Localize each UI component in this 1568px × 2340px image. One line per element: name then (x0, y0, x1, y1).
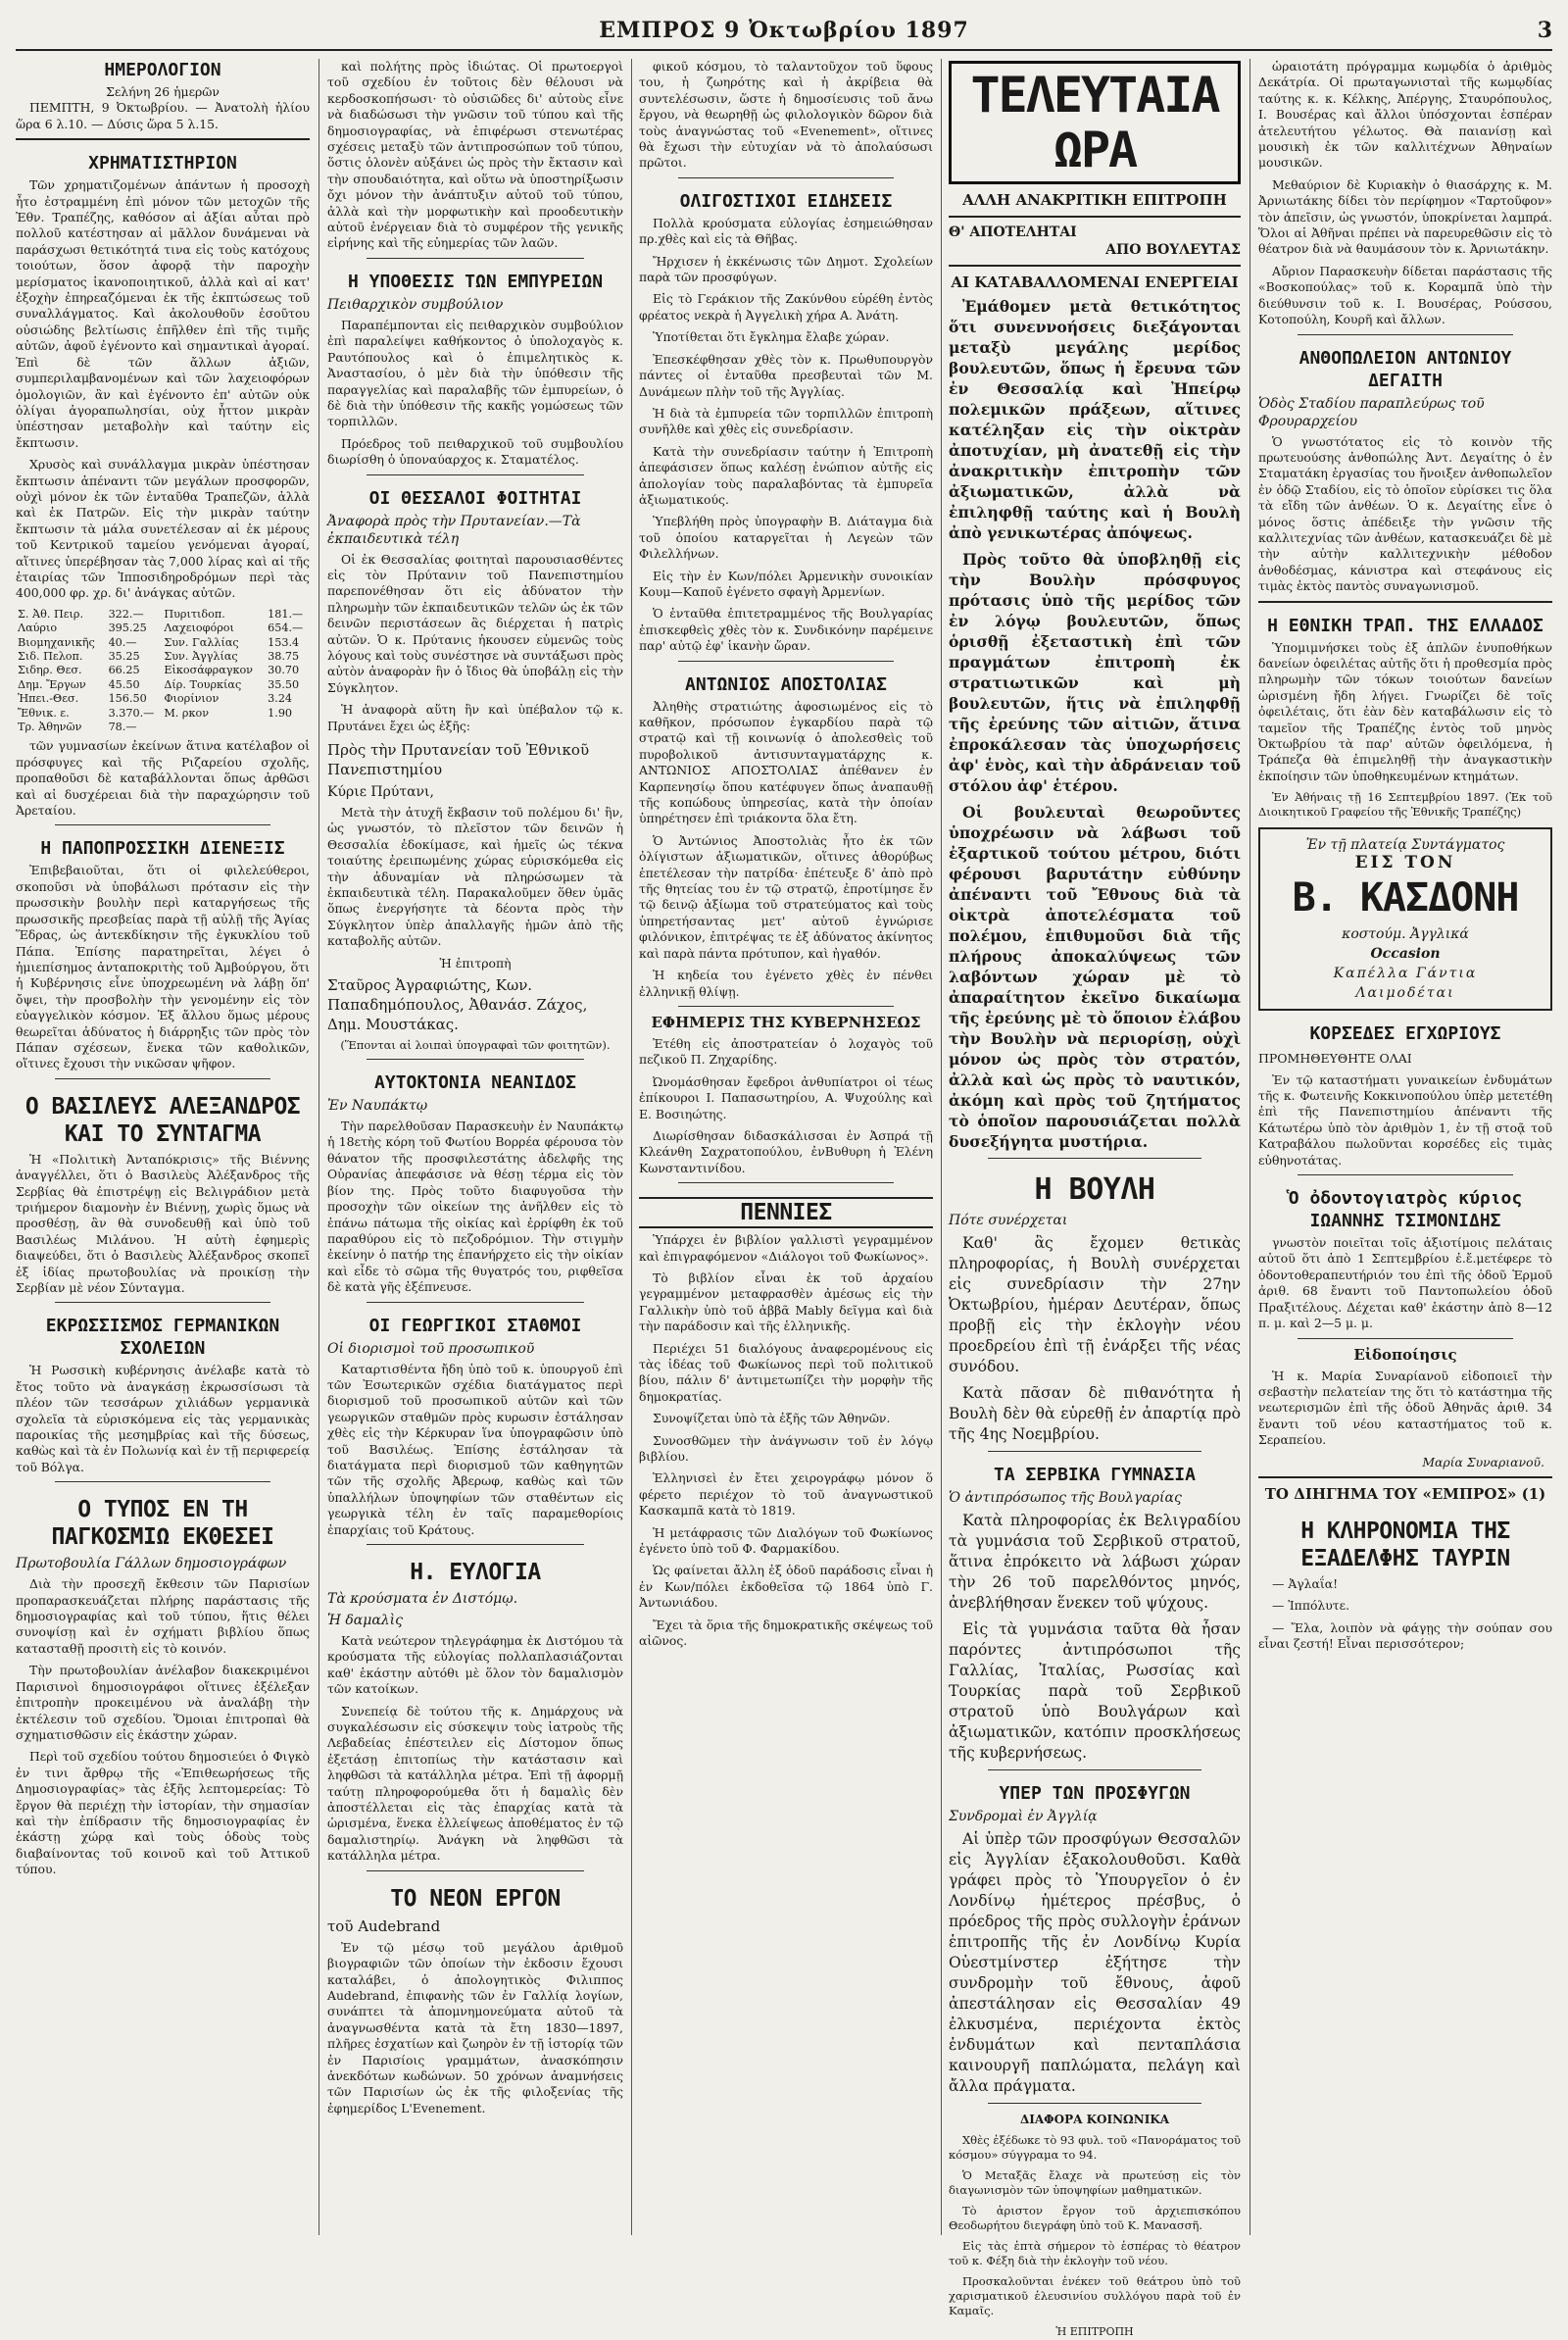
list-item: Συνοσθῶμεν τὴν ἀνάγνωσιν τοῦ ἐν λόγῳ βιβλίου. (639, 1432, 933, 1465)
list-item: Ἤρχισεν ἡ ἐκκένωσις τῶν Δημοτ. Σχολείων παρὰ τῶν προσφύγων. (639, 253, 933, 285)
article-text: Τὴν παρελθοῦσαν Παρασκευὴν ἐν Ναυπάκτῳ ἡ 18ετὴς κόρη τοῦ Φωτίου Βορρέα φέρουσα τὸν θάνατον τῆς προσφιλεστάτης ἀδελφῆς της Οὐρανίας ἀπεφάσισε νὰ θέσῃ τέρμα εἰς τὸν βίον της. Πρὸς τοῦτο διαφυγοῦσα τὴν προσοχὴν τῶν οἰκείων της ἀνῆλθεν εἰς τὸ ἐπάνω πάτωμα τῆς οἰκίας καὶ ἐρρίφθη ἐκ τοῦ παραθύρου εἰς τὸ πεζοδρόμιον. Τὴν στιγμὴν ἐκείνην ὁ πατήρ της ἐπανήρχετο εἰς τὴν οἰκίαν καὶ εἶδε τὸ σῶμα τῆς θυγατρός του, ριφθεῖσα δὲ κατὰ γῆς ἐξέπνευσε. (327, 1119, 623, 1295)
advert-box-kasdoni (1258, 827, 1552, 1010)
divider (949, 265, 1241, 267)
article-text: Οἱ ἐκ Θεσσαλίας φοιτηταὶ παρουσιασθέντες εἰς τὸν Πρύτανιν τοῦ Πανεπιστημίου παρεπονέθησαν ὅτι εἰς ἀδύνατον τὴν πληρωμὴν τῶν ἐκπαιδευτικῶν τελῶν ὡς ἐκ τῶν δεινῶν περιστάσεων ἃς διέρχεται ἡ πατρὶς αὐτῶν. Ὁ κ. Πρύτανις ἠκουσεν εὐμενῶς τοὺς λόγους καὶ τοὺς συνέστησε νὰ συντάξωσι πρὸς αὐτὸν ἀναφορὰν ἣν ὁ ἴδιος θὰ ὑποβάλῃ εἰς τὴν Σύγκλητον. (327, 551, 623, 695)
list-item: Προσκαλοῦνται ἐνέκεν τοῦ θεάτρου ὑπὸ τοῦ χαρισματικοῦ ἐλευσινίου συλλόγου παρὰ τοῦ ἐν Καμαῖς. (949, 2274, 1241, 2317)
list-item: Ἡ μετάφρασις τῶν Διαλόγων τοῦ Φωκίωνος ἐγένετο ὑπὸ τοῦ Φ. Φαρμακίδου. (639, 1524, 933, 1557)
article-subheading: Συνδρομαὶ ἐν Ἀγγλίᾳ (949, 1809, 1098, 1824)
article-text: Ἐν τῷ μέσῳ τοῦ μεγάλου ἀριθμοῦ βιογραφιῶν τῶν ὁποίων τὴν ἐκδοσιν ἔχουσι καταλάβει, ὁ ἀπολογητικὸς Φιλιππος Audebrand, ἐπιφανὴς τῶν ἐν Γαλλίᾳ λογίων, συνάπτει τὰ ἀπομνημονεύματα αὐτοῦ τὰ ἀναγνωσθέντα κατὰ τὰ ἔτη 1830—1897, πλῆρες ἐσχατίων καὶ ζωηρὸν ἐν τῇ ἱστορίᾳ τῶν ἐν Παρισίοις γραμμάτων, ἀνασκόπησιν ἀνεκδότων κωδώνων. 50 χρόνων ἀναμνήσεις τῶν Παρισίων ὡς ἐκ τῆς φιλοξενίας τῆς ἐφημερίδος L'Evenement. (327, 1939, 623, 2116)
list-item: Ἡ διὰ τὰ ἐμπυρεία τῶν τορπιλλῶν ἐπιτροπὴ συνῆλθε καὶ χθὲς εἰς συνεδρίασιν. (639, 405, 933, 437)
list-item: Ὁ Μεταξᾶς ἔλαχε νὰ πρωτεύσῃ εἰς τὸν διαγωνισμὸν τῶν ὑποψηφίων μαθηματικῶν. (949, 2168, 1241, 2197)
article-text: Ἡ Ρωσσικὴ κυβέρνησις ἀνέλαβε κατὰ τὸ ἔτος τοῦτο νὰ ἀναγκάσῃ ἐκρωσσίσωσι τὰ πλέον τῶν τεσσάρων χιλιάδων γερμανικὰ σχολεῖα τὰ εὑρισκόμενα εἰς τὰς γερμανικὰς παροικίας τῆς μεσημβρίας καὶ τῆς δύσεως, καθὼς καὶ τὰ ἐν Πολωνίᾳ καὶ ἐν τῇ περιφερείᾳ τοῦ Βόλγα. (16, 1363, 310, 1474)
signature-names: Σταῦρος Ἀγραφιώτης, Κων. Παπαδημόπουλος, Ἀθανάσ. Ζάχος, Δημ. Μουστάκας. (327, 976, 588, 1034)
market-table (16, 608, 310, 735)
advert-heading: ΑΝΘΟΠΩΛΕΙΟΝ ΑΝΤΩΝΙΟΥ ΔΕΓΑΙΤΗ (1298, 347, 1512, 391)
article-text: Κατὰ πληροφορίας ἐκ Βελιγραδίου τὰ γυμνάσια τοῦ Σερβικοῦ στρατοῦ, ἅτινα ἐπρόκειτο νὰ λάβωσι χώραν τὴν 26 τοῦ παρελθόντος μηνός, ἀνεβλήθησαν ἕνεκεν τοῦ ψύχους. (949, 1512, 1241, 1612)
divider (988, 1451, 1201, 1452)
article-text: Κατὰ πᾶσαν δὲ πιθανότητα ἡ Βουλὴ δὲν θὰ εὑρεθῇ ἐν ἀπαρτίᾳ πρὸ τῆς 4ης Νοεμβρίου. (949, 1384, 1241, 1443)
article-text: Οἱ βουλευταὶ θεωροῦντες ὑποχρέωσιν νὰ λάβωσι τοῦ ἐξαρτικοῦ τούτου μέτρου, διότι φέρουσι βαρυτάτην εὐθύνην ἀπέναντι τοῦ Ἔθνους διὰ τὰ οἰκτρὰ ἀποτελέσματα τοῦ πολέμου, ἐπιθυμοῦσι διὰ τῆς πλήρους ἀποκαλύψεως τῶν λαβόντων χώραν μὲ τὸ ἀπαραίτητον ἐκεῖνο δικαίωμα τῆς ἐρεύνης μὲ τὸ ὅποιον ἐλάβου τὴν Βουλὴν νὰ περιορίσῃ, οὐχὶ μόνον ὡς πρὸς τὸν στρατόν, ἀλλὰ καὶ ὡς πρὸς τὸ ναυτικόν, ἀκόμη καὶ πρὸς τοῦ ζητήματος τὸ ὁποῖον παρουσιάζεται πολλὰ δυσεξήγητα μυστήρια. (949, 803, 1241, 1151)
article-heading: Η. ΕΥΛΟΓΙΑ (410, 1560, 541, 1585)
novel-title: Η ΚΛΗΡΟΝΟΜΙΑ ΤΗΣ ΕΞΑΔΕΛΦΗΣ ΤΑΥΡΙΝ (1300, 1518, 1510, 1571)
article-text: Ἡ ἀναφορὰ αὕτη ἣν καὶ ὑπέβαλον τῷ κ. Πρυτάνει ἔχει ὡς ἑξῆς: (327, 702, 623, 733)
advert-signature: Μαρία Συναριανοῦ. (1422, 1454, 1544, 1469)
page-number: 3 (1537, 18, 1552, 43)
advert-subheading: ΠΡΟΜΗΘΕΥΘΗΤΕ ΟΛΑΙ (1258, 1050, 1412, 1066)
quote-title: Πρὸς τὴν Πρυτανείαν τοῦ Ἐθνικοῦ Πανεπιστημίου (327, 741, 590, 778)
divider (988, 1769, 1201, 1770)
column-rule (318, 59, 319, 2235)
latest-hour-heading: ΤΕΛΕΥΤΑΙΑ ΩΡΑ (949, 61, 1241, 184)
article-heading: Η ΥΠΟΘΕΣΙΣ ΤΩΝ ΕΜΠΥΡΕΙΩΝ (347, 271, 604, 292)
article-subheading: Πειθαρχικὸν συμβούλιον (327, 296, 504, 313)
masthead (16, 14, 1552, 51)
advert-text: Ὑπομιμνήσκει τοὺς ἐξ ἁπλῶν ἐνυποθήκων δανείων ὀφειλέτας αὐτῆς ὅτι ἡ προθεσμία πρὸς πληρωμὴν τῶν τόκων τοιούτων δανείων ὡρισμένη ἤδη λήγει. Γνωρίζει δὲ τοῖς ὀφειλέταις, ὅτι ἐὰν δὲν καταβάλωσιν εἰς τὸ ταμεῖον τῆς Τραπέζης ἐντὸς τοῦ μηνὸς Ὀκτωβρίου τὰ παρ' αὐτῶν ὀφειλόμενα, ἡ Τράπεζα θὰ ἐπιμεληθῇ τὴν ἀναγκαστικὴν ἐκποίησιν τῶν ὑποθηκευμένων κτημάτων. (1258, 639, 1552, 783)
divider (367, 258, 584, 259)
article-heading: ΕΦΗΜΕΡΙΣ ΤΗΣ ΚΥΒΕΡΝΗΣΕΩΣ (651, 1013, 921, 1031)
divider (678, 1182, 894, 1183)
article-text: Διὰ τὴν προσεχῆ ἔκθεσιν τῶν Παρισίων προπαρασκευάζεται πλήρης παράστασις τῆς δημοσιογραφίας καὶ τοῦ τύπου, ἥτις θέλει συνοψίσῃ καὶ ἐν σχήματι βιβλίου ὅπως κατασταθῇ προσιτὴ εἰς τὸ κοινόν. (16, 1576, 310, 1656)
table-row: Ἔθνικ. ε. 3.370.— Μ. ρκον 1.90 (18, 706, 293, 720)
exchange-text: τῶν γυμνασίων ἐκείνων ἅτινα κατέλαβον οἱ πρόσφυγες καὶ τῆς Ριζαρείου σχολῆς, προπαθοῦσι δὲ καταβάλλονται ὅπως ἀρθῶσι καὶ αἱ δυσχέρειαι διὰ τὴν παραχώρησιν τοῦ Ἀρεταίου. (16, 738, 310, 819)
article-text: Ἀληθὴς στρατιώτης ἀφοσιωμένος εἰς τὸ καθῆκον, πρόσωπον ἐγκαρδίου παρὰ τῷ στρατῷ καὶ τῇ κοινωνίᾳ ὁ ἀπολεσθεὶς τοῦ πυροβολικοῦ ἀντισυνταγματάρχης κ. ΑΝΤΩΝΙΟΣ ΑΠΟΣΤΟΛΙΑΣ ἀπέθανεν ἐν Καρπενησίῳ ὅπου κατέφυγεν ὅπως ἀναπαυθῇ τῆς κοπώδους ὑπηρεσίας, κατὰ τὴν ὁποίαν ὑπηρέτησεν ἐπὶ τριάκοντα ὅλα ἔτη. (639, 698, 933, 826)
divider (367, 1544, 584, 1545)
article-heading: ΑΛΛΗ ΑΝΑΚΡΙΤΙΚΗ ΕΠΙΤΡΟΠΗ (962, 191, 1227, 209)
article-text: Ὁ Ἀντώνιος Ἀποστολιὰς ἦτο ἐκ τῶν ὀλίγιστων ἀξιωματικῶν, οἵτινες ἀθορύβως ἐπετέλεσαν τὴν πατρίδα· ἐπέτευξε δ' ἀπὸ πρὸ τῆς θητείας του ἐν τῷ στρατῷ, ἐπροτίμησε ἔν τῷ δεινῷ ἀξίωμα τοῦ στρατεύματος καὶ τοὺς ὑπηρετήσαντας μετ' αὐτοῦ ἐγνώρισε φιλόνικον, ἐπιτρέψας τε ἐξ ἀδύνατος ἀκίνητος καὶ παρὰ πάντα πρότυπον, καὶ ἠγαθόν. (639, 832, 933, 961)
article-text: ὡραιοτάτη πρόγραμμα κωμῳδία ὁ ἀριθμὸς Δεκάτρία. Οἱ πρωταγωνισταὶ τῆς κωμῳδίας ταύτης κ. κ. Κέλκης, Ἀπέργης, Σταυρόπουλος, Ι. Βουσέρας καὶ ἄλλοι ὑπόσχονται ἑσπέραν ἀτελευτήτου γέλωτος. Θὰ παιανίσῃ καὶ μουσικὴ ἐκ τῶν καλλιτέχνων Ἀθηναίων μουσικῶν. (1258, 59, 1552, 171)
article-text: Ἐπιβεβαιοῦται, ὅτι οἱ φιλελεύθεροι, σκοποῦσι νὰ ὑποβάλωσι πρότασιν εἰς τὴν πρωσσικὴν βουλὴν περὶ καταργήσεως τῆς πρωσσικῆς πρεσβείας παρὰ τῇ αὐλῇ τῆς Ἁγίας Ἕδρας, ὡς ἀντεκδίκησιν τῆς ἐγκυκλίου τοῦ Πάπα. Ἐπίσης παρατηρεῖται, λέγει ὁ ἡμιεπίσημος ἀνταποκριτὴς τοῦ Ἀμβούργου, ὅτι ἡ Κυβέρνησις εἶνε ὑποχρεωμένη νὰ λάβῃ ὅπ' ὄψει, τὴν προσβολὴν τὴν γενομένην εἰς τὸν εὐαγγελικὸν κόσμον. Ἐξ ἄλλου ὅμως μέρους θεωρεῖται ἀδύνατος ἡ διάρρηξις τῶν πρὸς τὸν Πάπαν σχέσεων, ἕνεκα τῶν καθολικῶν, οἵτινες ἔχουσι τὴν νικῶσαν ψῆφον. (16, 863, 310, 1071)
article-text: Καταρτισθέντα ἤδη ὑπὸ τοῦ κ. ὑπουργοῦ ἐπὶ τῶν Ἐσωτερικῶν σχέδια διατάγματος περὶ διορισμοῦ τοῦ προσωπικοῦ αὐτῶν καὶ τῶν γεωργικῶν σταθμῶν πρὸς κυρωσιν ἐστάλησαν χθὲς εἰς τὴν Κέρκυραν ἵνα ὑπογραφῶσιν ὑπὸ τοῦ Βασιλέως. Ἐπίσης ἐστάλησαν τὰ διατάγματα περὶ διορισμοῦ τῶν καθηγητῶν τῶν τῆς σχολῆς Ἀβερωφ, καθὼς καὶ τῶν ὑπαλλήλων ὑποψηφίων τῶν σταθέντων εἰς γεωργικὰ τέλη ἐν ταῖς παραμεθορίοις ἐπαρχίαις τοῦ Κράτους. (327, 1361, 623, 1537)
list-item: Ἐτέθη εἰς ἀποστρατείαν ὁ λοχαγὸς τοῦ πεζικοῦ Π. Ζηχαρίδης. (639, 1035, 933, 1068)
masthead-title: ΕΜΠΡΟΣ 9 Ὀκτωβρίου 1897 (599, 18, 969, 43)
article-text: Πρόεδρος τοῦ πειθαρχικοῦ τοῦ συμβουλίου διωρίσθη ὁ ὑποναύαρχος κ. Σταματέλος. (327, 435, 623, 468)
table-row: Σιδ. Πελοπ. 35.25 Συν. Ἀγγλίας 38.75 (18, 650, 300, 663)
article-subheading: Πότε συνέρχεται (949, 1213, 1068, 1228)
advert-text: γνωστὸν ποιεῖται τοῖς ἀξιοτίμοις πελάταις αὐτοῦ ὅτι ἀπὸ 1 Σεπτεμβρίου ἐ.ἔ.μετέφερε τὸ ὀδοντοθεραπευτήριόν του ἐπὶ τῆς ὁδοῦ Ἑρμοῦ ἀριθ. 68 ἔναντι τοῦ Παντοπωλείου ὁδοῦ Πραξιτέλους. Δέχεται καθ' ἑκάστην ἀπὸ 8—12 π. μ. καὶ 2—5 μ. μ. (1258, 1235, 1552, 1331)
article-heading: ΤΟ ΝΕΟΝ ΕΡΓΟΝ (390, 1885, 561, 1912)
list-item: Τὸ βιβλίον εἶναι ἐκ τοῦ ἀρχαίου γεγραμμένον μεταφρασθὲν ἀμέσως εἰς τὴν Γαλλικὴν ὑπὸ τοῦ ἀββᾶ Mably δεῖγμα καὶ διὰ τὴν παράδοσιν καὶ τῆς ἑλληνικῆς. (639, 1270, 933, 1334)
calendar-heading: ΗΜΕΡΟΛΟΓΙΟΝ (104, 60, 221, 80)
article-subheading: Θ' ΑΠΟΤΕΛΗΤΑΙ (949, 224, 1077, 240)
list-item: Ἐπεσκέφθησαν χθὲς τὸν κ. Πρωθυπουργὸν πάντες οἱ ἐνταῦθα πρεσβευταὶ τῶν Μ. Δυνάμεων πλὴν τοῦ τῆς Ἀγγλίας. (639, 351, 933, 399)
exchange-heading: ΧΡΗΜΑΤΙΣΤΗΡΙΟΝ (88, 153, 237, 174)
advert-subheading: Ὁδὸς Σταδίου παραπλεύρως τοῦ Φρουραρχείου (1258, 395, 1485, 429)
article-heading: ΑΝΤΩΝΙΟΣ ΑΠΟΣΤΟΛΙΑΣ (685, 673, 887, 695)
article-heading: ΟΙ ΓΕΩΡΓΙΚΟΙ ΣΤΑΘΜΟΙ (368, 1315, 582, 1336)
list-item: Πολλὰ κρούσματα εὐλογίας ἐσημειώθησαν πρ.χθὲς καὶ εἰς τὰ Θῆβας. (639, 215, 933, 247)
list-item: Ὑπάρχει ἐν βιβλίον γαλλιστὶ γεγραμμένον καὶ ἐπιγραφόμενον «Διάλογοι τοῦ Φωκίωνος». (639, 1232, 933, 1264)
divider (949, 216, 1241, 218)
article-subheading: ΑΙ ΚΑΤΑΒΑΛΛΟΜΕΝΑΙ ΕΝΕΡΓΕΙΑΙ (951, 274, 1239, 291)
article-subheading: Τὰ κρούσματα ἐν Διστόμῳ. (327, 1591, 518, 1607)
column-rule (631, 59, 632, 2235)
article-heading: ΔΙΑΦΟΡΑ ΚΟΙΝΩΝΙΚΑ (1019, 2113, 1170, 2126)
article-heading: ΤΑ ΣΕΡΒΙΚΑ ΓΥΜΝΑΣΙΑ (994, 1465, 1196, 1485)
article-text: Πρὸς τοῦτο θὰ ὑποβληθῇ εἰς τὴν Βουλὴν πρόσφυγος πρότασις ὑπὸ τῆς μερίδος τῶν ἐν λόγῳ βουλευτῶν, ὅπως ὁρισθῇ ἐξεταστικὴ ἐπὶ τῶν πραγμάτων ἐπιτροπὴ ἐκ στρατιωτικῶν καὶ μὴ βουλευτῶν, ἥτις νὰ ἐπιληφθῇ τῆς ἐρεύνης τῶν αἰτιῶν, ἅτινα ἐπροκάλεσαν τὰς ὑποχωρήσεις ἀφ' ἑνὸς, καὶ τὴν ἀδράνειαν τοῦ στόλου ἀφ' ἑτέρου. (949, 550, 1241, 795)
divider (55, 1481, 270, 1482)
article-text: Μεθαύριον δὲ Κυριακὴν ὁ θιασάρχης κ. Μ. Ἀρνιωτάκης δίδει τὸν περίφημον «Ταρτοῦφον» τὸν ἀπεῖσιν, ὡς γνωστόν, ὑποκρίνεται λαμπρά. Ὅλοι αἱ Ἀθῆναι πρέπει νὰ παρευρεθῶσιν εἰς τὸ θέατρον διὰ νὰ θαυμάσουν τὸν κ. Ἀρνιωτάκην. (1258, 176, 1552, 257)
article-heading: ΥΠΕΡ ΤΩΝ ΠΡΟΣΦΥΓΩΝ (999, 1783, 1191, 1804)
article-heading: ΕΚΡΩΣΣΙΣΜΟΣ ΓΕΡΜΑΝΙΚΩΝ ΣΧΟΛΕΙΩΝ (45, 1316, 280, 1360)
calendar-moon: Σελήνη 26 ἡμερῶν (106, 84, 220, 99)
article-heading: Η ΒΟΥΛΗ (1034, 1172, 1155, 1207)
exchange-text: Χρυσὸς καὶ συνάλλαγμα μικρὰν ὑπέστησαν ἔκπτωσιν ἀπέναντι τῶν μεγάλων προσφορῶν, οὐχὶ μόνον ἐκ τῶν ἐνταῦθα Τραπεζῶν, ἀλλὰ καὶ ἐκ Πατρῶν. Εἰς τὴν μικρὰν ταύτην ἔκπτωσιν τὰ μάλα συνετέλεσαν αἱ ἐκ μέρους τοῦ Κεντρικοῦ ταμείου γενόμεναι ἀγοραί, αἵτινες ὑπερέβησαν τὰς 7,000 λίρας καὶ αἱ τῆς ἑταιρίας τῶν Ἱπποσιδηροδρόμων περὶ τὰς 400,000 φρ. χρ. δι' ἀνάγκας αὐτῶν. (16, 457, 310, 601)
advert-text: Ὁ γνωστότατος εἰς τὸ κοινὸν τῆς πρωτευούσης ἀνθοπώλης Ἀντ. Δεγαίτης ὁ ἐν Σταματάκη ἐργασίας του ἤνοιξεν ἀνθοπωλεῖον ἐν ὁδῷ Σταδίου, εἰς τὸ ὁποῖον εὑρίσκει τις ὅλα τὰ εἴδη τῶν ἀνθέων. Ὁ κ. Δεγαίτης εἶνε ὁ μόνος ὅστις ἀπέδειξε τὴν γνῶσιν τῆς καλλιτεχνίας τῶν ἀνθέων, κατασκευάζει δὲ μὲ τὴν αὐτὴν καλλιτεχνικὴν μέθοδον ἀνθοδέσμας, κάνιστρα καὶ στεφάνους εἰς τιμὰς ἐκτὸς παντὸς συναγωνισμοῦ. (1258, 433, 1552, 594)
list-item: Ἔχει τὰ ὅρια τῆς δημοκρατικῆς σκέψεως τοῦ αἰῶνος. (639, 1617, 933, 1649)
divider (988, 1158, 1201, 1159)
list-item: Εἰς τὴν ἐν Κων/πόλει Ἀρμενικὴν συνοικίαν Κουμ—Καποῦ ἐγένετο σφαγὴ Ἀρμενίων. (639, 568, 933, 599)
table-row: Σ. Ἀθ. Πειρ. 322.— Πυριτιδοπ. 181.— (18, 607, 304, 621)
novel-heading: ΤΟ ΔΙΗΓΗΜΑ ΤΟΥ «ΕΜΠΡΟΣ» (1) (1264, 1484, 1546, 1503)
advert-line: Καπέλλα Γάντια (1333, 965, 1478, 981)
list-item: Ὑποτίθεται ὅτι ἔγκλημα ἔλαβε χώραν. (653, 329, 890, 345)
article-heading: ΟΛΙΓΟΣΤΙΧΟΙ ΕΙΔΗΣΕΙΣ (679, 190, 893, 212)
advert-heading: ΚΟΡΣΕΔΕΣ ΕΓΧΩΡΙΟΥΣ (1309, 1022, 1501, 1044)
list-item: Τὸ ἀριστον ἔργον τοῦ ἀρχιεπισκόπου Θεοδωρήτου διεγράφη ὑπὸ τοῦ Κ. Μανασσῆ. (949, 2204, 1241, 2232)
article-subheading: Ὁ ἀντιπρόσωπος τῆς Βουλγαρίας (949, 1490, 1182, 1506)
article-heading: Ο ΤΥΠΟΣ ΕΝ ΤΗ ΠΑΓΚΟΣΜΙΩ ΕΚΘΕΣΕΙ (51, 1497, 274, 1551)
article-subheading: Οἱ διορισμοὶ τοῦ προσωπικοῦ (327, 1340, 535, 1357)
divider (55, 1078, 270, 1079)
divider (55, 824, 270, 825)
list-item: Ὑπεβλήθη πρὸς ὑπογραφὴν Β. Διάταγμα διὰ τοῦ ὁποίου καταργεῖται ἡ Λεγεὼν τῶν Φιλελλήνων. (639, 514, 933, 562)
divider (1298, 1338, 1513, 1339)
divider (367, 1059, 584, 1060)
column-1 (16, 59, 310, 2235)
article-heading: Ο ΒΑΣΙΛΕΥΣ ΑΛΕΞΑΝΔΡΟΣ ΚΑΙ ΤΟ ΣΥΝΤΑΓΜΑ (24, 1093, 301, 1147)
advert-name: Β. ΚΑΣΔΟΝΗ (1292, 874, 1519, 921)
quote-text: Μετὰ τὴν ἀτυχῆ ἔκβασιν τοῦ πολέμου δι' ἣν, ὡς γνωστόν, τὸ πλεῖστον τῶν δεινῶν ἡ Θεσσαλία ἐδοκίμασε, καὶ ἡμεῖς ὡς τέκνα τοιαύτης ἐρειπωμένης χώρας εὑρισκόμεθα εἰς τὴν ἀδυναμίαν νὰ πληρώσωμεν τὰ ἐκπαιδευτικὰ τέλη. Παρακαλοῦμεν ὅθεν ὑμᾶς ὅπως ἐνεργήσητε τὰ δέοντα πρὸς τὴν Σύγκλητον ὑπὲρ ἀπαλλαγῆς ἡμῶν ἀπὸ τῆς καταβολῆς αὐτῶν. (327, 805, 623, 949)
article-heading: ΟΙ ΘΕΣΣΑΛΟΙ ΦΟΙΤΗΤΑΙ (368, 487, 582, 509)
advert-line: Occasion (1370, 945, 1441, 962)
newspaper-page (16, 14, 1552, 2338)
advert-text: Ἡ κ. Μαρία Συναρίανοῦ εἰδοποιεῖ τὴν σεβαστὴν πελατείαν της ὅτι τὸ κατάστημα τῆς νεωτερισμῶν ἐπὶ τῆς ὁδοῦ Ἀθηνᾶς ἀριθ. 34 ἔναντι τοῦ νέου καταστήματος τοῦ κ. Σεραπείου. (1258, 1368, 1552, 1448)
article-text: Παραπέμπονται εἰς πειθαρχικὸν συμβούλιον ἐπὶ παραλείψει καθήκοντος ὁ ὑπολοχαγὸς κ. Ραυτόπουλος καὶ ὁ ἐπιμελητικὸς κ. Ἀναστασίου, ὁ μὲν διὰ τὴν ὑπόθεσιν τῆς παραγγελίας καὶ παραλαβῆς τῶν ἐμπυρείων, ὁ δὲ διὰ τὴν ὑπόθεσιν τῆς κακῆς γομώσεως τῶν τορπιλλῶν. (327, 317, 623, 429)
list-item: Ὁ ἐνταῦθα ἐπιτετραμμένος τῆς Βουλγαρίας ἐπισκεφθεὶς χθὲς τὸν κ. Συνδικόνην παρέμεινε παρ' αὐτῷ ἐφ' ἱκανὴν ὥραν. (639, 606, 933, 654)
divider (678, 661, 894, 662)
table-row: Δημ. Ἔργων 45.50 Δίρ. Τουρκίας 35.50 (18, 677, 300, 691)
article-subheading: Ἀναφορὰ πρὸς τὴν Πρυτανείαν.—Τὰ ἐκπαιδευτικὰ τέλη (327, 513, 581, 547)
column-4 (949, 59, 1241, 2338)
novel-dialog-line: — Ἔλα, λοιπὸν νὰ φάγῃς τὴν σούπαν σου εἶναι ζεστή! Εἶναι περισσότερον; (1258, 1619, 1552, 1652)
article-subheading: ΑΠΟ ΒΟΥΛΕΥΤΑΣ (1105, 242, 1241, 258)
list-item: Συνοψίζεται ὑπὸ τὰ ἐξῆς τῶν Ἀθηνῶν. (653, 1411, 891, 1426)
article-subheading: Ἡ δαμαλὶς (327, 1613, 403, 1628)
article-subheading: τοῦ Audebrand (327, 1917, 441, 1935)
article-subheading: Ἐν Ναυπάκτῳ (327, 1098, 428, 1115)
table-row: Σιδηρ. Θεσ. 66.25 Εἰκοσάφραγκον 30.70 (18, 664, 300, 677)
signature: Ἡ ΕΠΙΤΡΟΠΗ (1055, 2325, 1134, 2338)
column-5 (1258, 59, 1552, 2235)
article-text: Συνεπείᾳ δὲ τούτου τῆς κ. Δημάρχους νὰ συγκαλέσωσιν εἰς σύσκεψιν τοὺς ἰατροὺς τῆς Λεβαδείας ἐπέστειλεν εἰς Δίστομον ὅπως ἐξετάσῃ ἐπιτοπίως τὴν κατάστασιν καὶ ληφθῶσι τὰ κατάλληλα μέτρα. Ἐπὶ τῇ ἀφορμῇ ταύτῃ πληροφορούμεθα ὅτι ἡ δαμαλὶς δὲν ἀποστέλλεται εἰς τὰς ἐπαρχίας κατὰ τὰ ὡρισμένα, ἕνεκα ἐλλείψεως ἀποθέματος ἐν τῷ δαμαλιστηρίῳ. Ἀνάγκη νὰ ληφθῶσι τὰ κατάλληλα μέτρα. (327, 1703, 623, 1864)
divider (1298, 334, 1513, 335)
advert-line: ΕΙΣ ΤΟΝ (1354, 853, 1456, 873)
divider (1258, 601, 1552, 603)
article-text: Αἱ ὑπὲρ τῶν προσφύγων Θεσσαλῶν εἰς Ἀγγλίαν ἐξακολουθοῦσι. Καθὰ γράφει πρὸς τὸ Ὑπουργεῖον ὁ ἐν Λονδίνῳ ἡμέτερος πρέσβυς, ὁ πρόεδρος τῆς πρὸς συλλογὴν ἐράνων ἐπιτροπῆς τῆς ἐν Λονδίνῳ Κυρία Οὐεστμίνστερ ἐξήτησε τὴν συνδρομὴν τοῦ ἔθνους, ἀφοῦ ἀπεστάλησαν εἰς Θεσσαλίαν 49 ἐλκυσμένα, περιέχοντα ἐκτὸς ἐνδυμάτων καὶ πενταπλάσια καινουργῆ παπλώματα, πελάγη καὶ ἄλλα πράγματα. (949, 1830, 1241, 2095)
article-text: καὶ πολήτης πρὸς ἰδιώτας. Οἱ πρωτοεργοὶ τοῦ σχεδίου ἐν τοῦτοις δὲν θέλουσι νὰ κερδοσκοπήσωσι· τὸ οὐσιῶδες δι' αὐτοὺς εἶνε νὰ διαδώσωσι τὴν γνῶσιν τοῦ τύπου καὶ τῆς δημοσιογραφίας, νὰ ἐπιφέρωσι στενωτέρας σχέσεις μεταξὺ τῶν ἀντιπροσώπων τοῦ τύπου, ὅστις ὁλονὲν αὐξάνει ὡς πρὸς τὴν ἔκτασιν καὶ τὴν σπουδαιότητα, καὶ οὕτω νὰ ὑποστηρίξωσιν ὄχι μόνον τὴν ἀνάπτυξιν αὐτοῦ τοῦ τύπου, ἀλλὰ καὶ τὴν μορφωτικὴν καὶ προοδευτικὴν αὐτοῦ ἐνέργειαν διὰ τὸ συμφέρον τῆς γενικῆς εἰρήνης καὶ τῆς εὐημερίας τῶν λαῶν. (327, 59, 623, 251)
article-text: φικοῦ κόσμου, τὸ ταλαντοῦχον τοῦ ὕφους του, ἡ ζωηρότης καὶ ἡ ἀκρίβεια θὰ συντελέσωσιν, ὥστε ἡ δημοσίευσις τοῦ ἄνω ἔργου, νὰ θεωρηθῇ ὡς φιλολογικὸν δῶρον διὰ τοὺς ἀναγνώστας τοῦ «Evenement», οἵτινες θὰ ἔχωσι τὴν εὐτυχίαν νὰ τὸ ἀπολαύσωσι πρῶτοι. (639, 59, 933, 171)
advert-signature: Ἐν Ἀθήναις τῇ 16 Σεπτεμβρίου 1897. (Ἐκ τοῦ Διοικητικοῦ Γραφείου τῆς Ἐθνικῆς Τραπέζης) (1258, 790, 1552, 820)
signature-note: (Ἕπονται αἱ λοιπαὶ ὑπογραφαὶ τῶν φοιτητῶν). (340, 1038, 611, 1053)
advert-line: Λαιμοδέται (1355, 984, 1455, 1001)
table-row: Τρ. Ἀθηνῶν 78.— (18, 721, 137, 734)
article-heading: ΠΕΝΝΙΕΣ (639, 1197, 933, 1228)
advert-line: κοστούμ. Ἀγγλικά (1342, 925, 1469, 942)
article-heading: ΑΥΤΟΚΤΟΝΙΑ ΝΕΑΝΙΔΟΣ (374, 1072, 576, 1094)
divider (367, 1302, 584, 1303)
article-text: Ἡ κηδεία του ἐγένετο χθὲς ἐν πένθει ἐλληνικῇ θλίψῃ. (639, 968, 933, 999)
quote-address: Κύριε Πρύτανι, (327, 784, 434, 800)
list-item: Διωρίσθησαν διδασκάλισσαι ἐν Ἀσπρά τῇ Κλεάνθη Σαχρατοπούλου, ἐνΒυθυρη ἡ Ἑλένη Κωνσταντινίδου. (639, 1127, 933, 1175)
list-item: Εἰς τὰς ἑπτὰ σήμερον τὸ ἑσπέρας τὸ θέατρον τοῦ κ. Φέξη διὰ τὴν ἐκλογὴν τοῦ νέου. (949, 2239, 1241, 2267)
article-text: Εἰς τὰ γυμνάσια ταῦτα θὰ ἦσαν παρόντες ἀντιπρόσωποι τῆς Γαλλίας, Ἰταλίας, Ρωσσίας καὶ Τουρκίας παρὰ τοῦ Σερβικοῦ στρατοῦ ὑπὸ Βουλγάρων καὶ ἀξιωματικῶν, κατόπιν προσκλήσεως τῆς κυβερνήσεως. (949, 1620, 1241, 1762)
advert-heading: Εἰδοποίησις (1353, 1345, 1457, 1364)
divider (988, 2103, 1201, 2104)
advert-heading: Η ΕΘΝΙΚΗ ΤΡΑΠ. ΤΗΣ ΕΛΛΑΔΟΣ (1267, 615, 1544, 636)
exchange-text: Τῶν χρηματιζομένων ἁπάντων ἡ προσοχὴ ἦτο ἐστραμμένη ἐπὶ μόνον τῶν μετοχῶν τῆς Ἐθν. Τραπέζης, καθόσον αἱ ἀξίαι αὗται πρὸ πολλοῦ κατέστησαν αἱ μᾶλλον δυνάμεναι νὰ παράσχωσι θετικότητά τινα εἰς τοὺς κατόχους τοιούτων, ὅσον ἀφορᾷ τὴν παροχὴν μερίσματος ἱκανοποιητικοῦ, ἀλλὰ καὶ αἱ κατ' ἐξοχὴν ἐπηρεαζόμεναι ἐκ τῆς ἐκπτώσεως τοῦ συναλλάγματος. Καὶ ἀκολουθοῦν ἐσοῦτου οὐσιώδης βελτίωσις ἐπῆλθεν ἐπὶ τῆς τιμῆς αὐτῶν, ἀφοῦ ἐγένοντο καὶ σημαντικαὶ ἀγοραί. Ἐπὶ δὲ τῶν ἄλλων ἀξιῶν, συμπεριλαμβανομένων καὶ τῶν λαχειοφόρων ὁμολογιῶν, ἂν καὶ ἐγένοντο ἐπ' αὐτῶν οὐκ ὀλίγαι ἀγοραπωλησίαι, οὐχ ἧττον μικρὰν ὑπέστησαν μεταβολὴν καὶ ταύτην εἰς ἔκπτωσιν. (16, 177, 310, 450)
divider (678, 1006, 894, 1007)
calendar-day: ΠΕΜΠΤΗ, 9 Ὀκτωβρίου. — Ἀνατολὴ ἡλίου ὥρα 6 λ.10. — Δύσις ὥρα 5 λ.15. (16, 100, 310, 131)
divider (367, 474, 584, 475)
table-row: Ἠπει.-Θεσ. 156.50 Φιορίνιον 3.24 (18, 692, 293, 706)
signature-label: Ἡ ἐπιτροπὴ (439, 955, 512, 971)
article-subheading: Πρωτοβουλία Γάλλων δημοσιογράφων (16, 1556, 287, 1572)
novel-dialog-line: — Ἀγλαΐα! (1272, 1575, 1339, 1591)
article-heading: Η ΠΑΠΟΠΡΟΣΣΙΚΗ ΔΙΕΝΕΞΙΣ (40, 838, 285, 860)
table-row: Βιομηχανικῆς 40.— Συν. Γαλλίας 153.4 (18, 635, 300, 649)
divider (367, 1870, 584, 1871)
table-row: Λαύριο 395.25 Λαχειοφόροι 654.— (18, 622, 304, 635)
divider (1258, 1476, 1552, 1478)
article-text: Ἐμάθομεν μετὰ θετικότητος ὅτι συνεννοήσεις διεξάγονται μεταξὺ μεγάλης μερίδος βουλευτῶν, ὅπως ἡ ἔρευνα τῶν ἐν Θεσσαλίᾳ καὶ Ἠπείρῳ πολεμικῶν πράξεων, αἵτινες κατέληξαν εἰς τὴν οἰκτρὰν ἀποτυχίαν, μὴ ἀνατεθῇ εἰς τὴν ἀνακριτικὴν ἐπιτροπὴν τῶν ἀξιωματικῶν, ἀλλὰ νὰ ἐπιληφθῇ ταύτης καὶ ἡ Βουλὴ ἀπὸ γενικωτέρας ἀπόψεως. (949, 297, 1241, 542)
list-item: Εἰς τὸ Γεράκιον τῆς Ζακύνθου εὑρέθη ἐντὸς φρέατος νεκρὰ ἡ Ἀγγελικὴ χήρα Α. Ἀνάτη. (639, 291, 933, 323)
novel-dialog-line: — Ἱππόλυτε. (1272, 1598, 1350, 1614)
divider (678, 177, 894, 178)
column-3 (639, 59, 933, 2235)
article-text: Τὴν πρωτοβουλίαν ἀνέλαβον διακεκριμένοι Παρισινοὶ δημοσιογράφοι οἵτινες ἐξέλεξαν ἐπιτροπὴν προκειμένου νὰ ἀναλάβῃ τὴν ἐκτέλεσιν τοῦ σχεδίου. Ὅμοιαι ἐπιτροπαὶ θὰ σχηματισθῶσιν εἰς ἑκάστην χώραν. (16, 1663, 310, 1742)
advert-heading: Ὁ ὀδοντογιατρὸς κύριος ΙΩΑΝΝΗΣ ΤΣΙΜΟΝΙΔΗΣ (1288, 1188, 1523, 1232)
list-item: Ἑλληνισεὶ ἐν ἔτει χειρογράφῳ μόνον ὅ φέρετο περιέχον τὸ τοῦ ἀναγνωστικοῦ Κασκαμπᾶ κατὰ τὸ 1819. (639, 1470, 933, 1519)
column-rule (941, 59, 942, 2235)
column-2 (327, 59, 623, 2235)
divider (55, 1302, 270, 1303)
article-text: Κατὰ νεώτερον τηλεγράφημα ἐκ Διστόμου τὰ κρούσματα τῆς εὐλογίας πολλαπλασιάζονται καθ' ἑκάστην αὐτόθι μὲ ὅλον τὸν δαμαλισμὸν τῶν κατοίκων. (327, 1633, 623, 1697)
list-item: Περιέχει 51 διαλόγους ἀναφερομένους εἰς τὰς ἰδέας τοῦ Φωκίωνος περὶ τοῦ πολιτικοῦ βίου, πάλιν δ' ἀντιμετωπίζει τὴν μορφὴν τῆς δημοκρατίας. (639, 1340, 933, 1404)
advert-line: Ἐν τῇ πλατείᾳ Συντάγματος (1305, 837, 1505, 854)
article-text: Καθ' ἃς ἔχομεν θετικὰς πληροφορίας, ἡ Βουλὴ συνέρχεται εἰς συνεδρίασιν τὴν 27ην Ὀκτωβρίου, ἡμέραν Δευτέραν, ὅπως προβῇ εἰς τὴν ἐκλογὴν νέου προεδρείου ἐπὶ τῇ ἐνάρξει τῆς νέας συνόδου. (949, 1234, 1241, 1375)
article-text: Περὶ τοῦ σχεδίου τούτου δημοσιεύει ὁ Φιγκὸ ἐν τινι ἄρθρῳ τῆς «Ἐπιθεωρήσεως τῆς Δημοσιογραφίας» τὰς ἑξῆς λεπτομερείας: Τὸ ἔργον θὰ περιέχῃ τὴν ἱστορίαν, τὴν σημασίαν καὶ τὴν ἐπίδρασιν τῆς δημοσιογραφίας ἐν ἑκάστῃ χώρᾳ καὶ τοὺς ὁδοὺς τοὺς διαβαίνοντας τοῦ κοινοῦ καὶ τοῦ Ἀττικοῦ τύπου. (16, 1749, 310, 1877)
article-text: Ἡ «Πολιτικὴ Ἀνταπόκρισις» τῆς Βιέννης ἀναγγέλλει, ὅτι ὁ Βασιλεὺς Ἀλέξανδρος τῆς Σερβίας θὰ ἐπιστρέψῃ εἰς Βελιγράδιον μετὰ τριήμερον διαμονὴν ἐν Βιέννῃ, χωρὶς ὅμως νὰ προσθέσῃ, ἂν θὰ συνοδευθῇ καὶ ὑπὸ τοῦ Βασιλέως Μιλάνου. Ἡ αὐτὴ ἐφημερὶς διαψεύδει, ὅτι ὁ Βασιλεὺς Ἀλέξανδρος σκοπεῖ ἐξ ἰδίας πρωτοβουλίας νὰ προικίσῃ τὴν Σερβίαν μὲ νέον Σύνταγμα. (16, 1151, 310, 1295)
divider (1298, 1174, 1513, 1175)
list-item: Κατὰ τὴν συνεδρίασιν ταύτην ἡ Ἐπιτροπὴ ἀπεφάσισεν ὅπως καλέσῃ ἐνώπιον αὐτῆς εἰς ἀπολογίαν τοὺς παραλαβόντας τὰ ἐμπυρεῖα ἀξιωματικούς. (639, 443, 933, 507)
list-item: Ὡς φαίνεται ἄλλη ἐξ ὁδοῦ παράδοσις εἶναι ἡ ἐν Κων/πόλει ἐκδοθεῖσα τῷ 1864 ὑπὸ Γ. Ἀντωνιάδου. (639, 1563, 933, 1611)
list-item: Ὠνομάσθησαν ἔφεδροι ἀνθυπίατροι οἱ τέως ἐπίκουροι Ι. Παπασωτηρίου, Α. Ψυχούλης καὶ Ε. Βοσιηώτης. (639, 1073, 933, 1121)
divider (16, 138, 310, 140)
advert-text: Ἐν τῷ καταστήματι γυναικείων ἐνδυμάτων τῆς κ. Φωτεινῆς Κοκκινοπούλου ὑπὲρ μετετέθη ἐπὶ τῆς Πανεπιστημίου ἀπέναντι τῆς Κάτωτέρω ὑπὸ τὸν ἀριθμὸν 1, ἐν τῇ στοᾷ τοῦ Κατραβάλου πωλοῦνται κορσέδες εἰς τιμὰς εὐθηνοτάτας. (1258, 1071, 1552, 1168)
list-item: Χθὲς ἐξέδωκε τὸ 93 φυλ. τοῦ «Πανοράματος τοῦ κόσμου» σύγγραμα το 94. (949, 2133, 1241, 2162)
article-text: Αὔριον Παρασκευὴν δίδεται παράστασις τῆς «Βοσκοπούλας» τοῦ κ. Κοραμπᾶ ὑπὸ τὴν διεύθυνσιν τοῦ κ. Ι. Βουσέρας, Ρούσσου, Κοτοπούλη, Κουρῆ καὶ ἄλλων. (1258, 263, 1552, 327)
